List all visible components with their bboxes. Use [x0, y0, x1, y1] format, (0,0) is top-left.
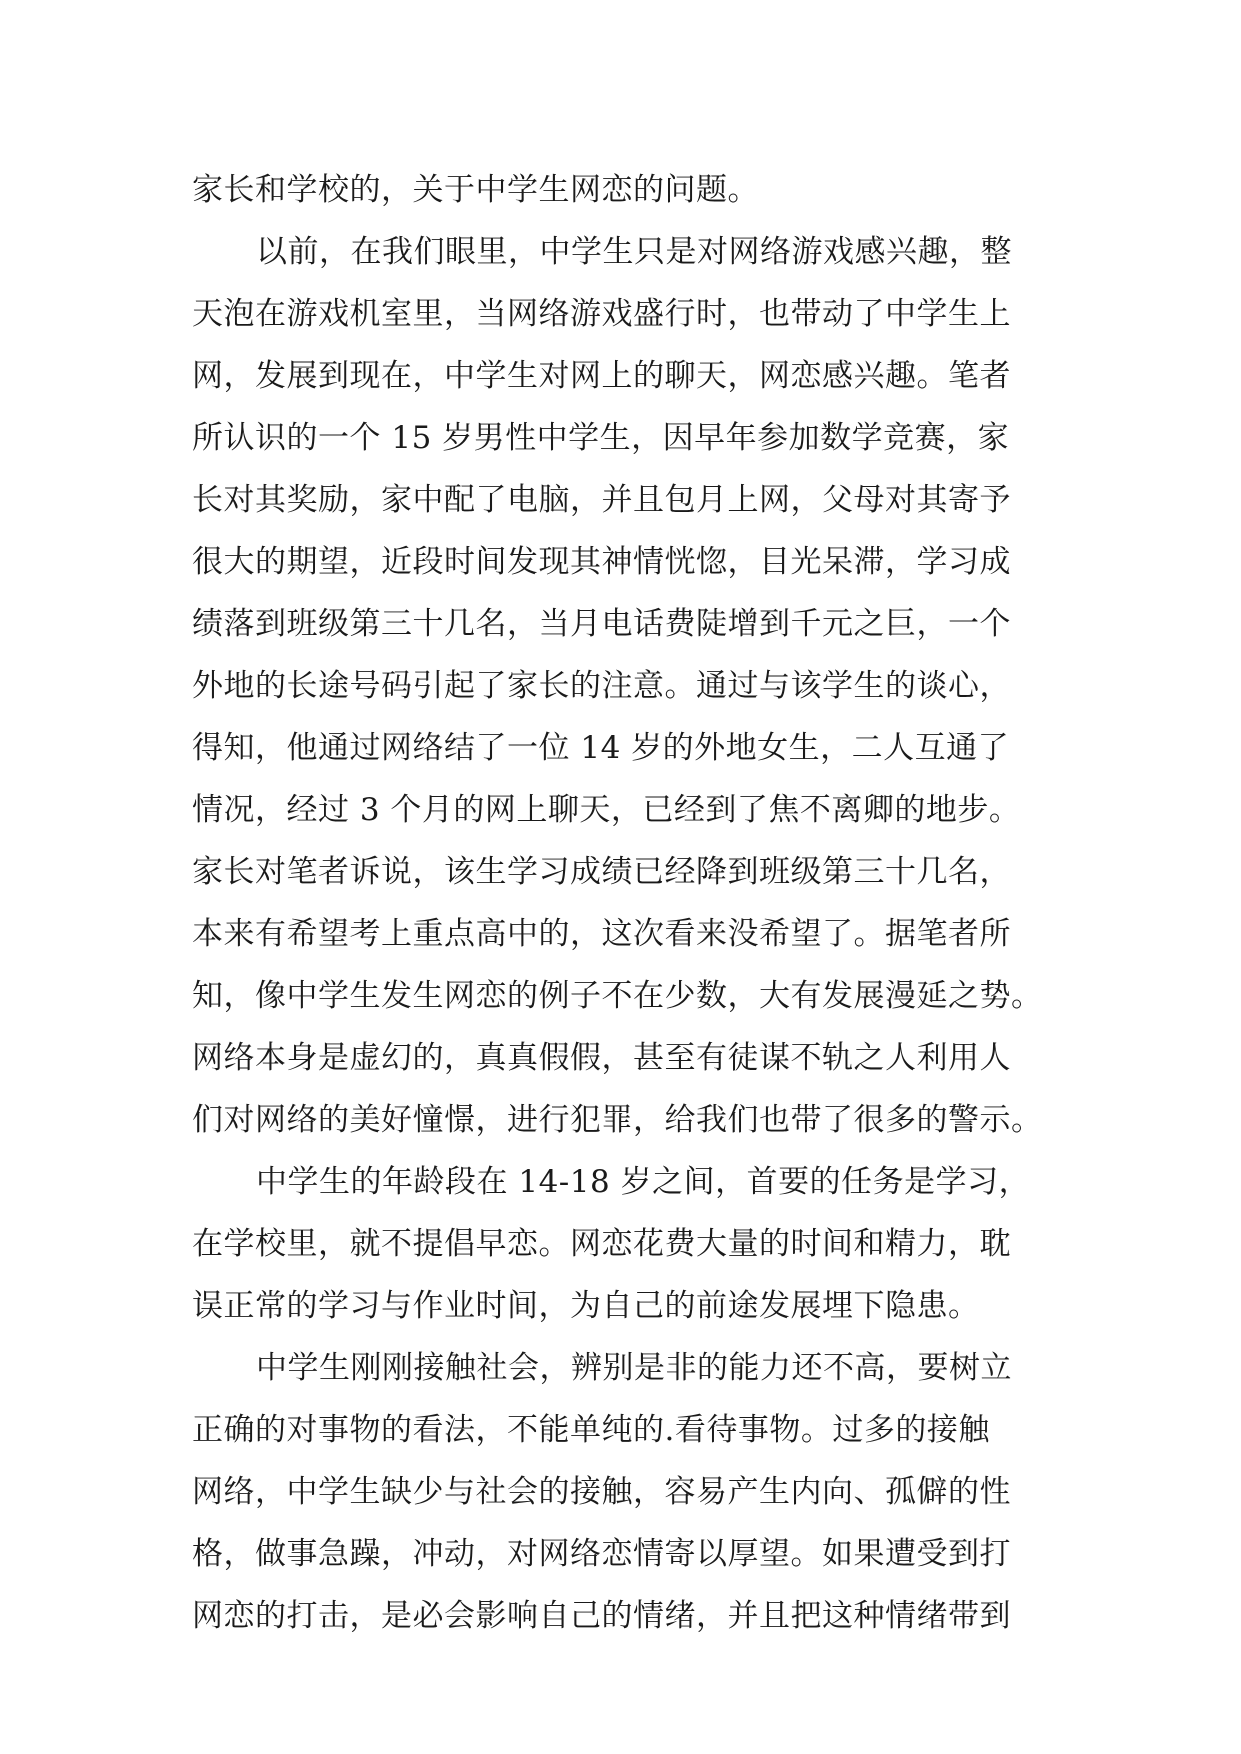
text-line: 很大的期望，近段时间发现其神情恍惚，目光呆滞，学习成 [192, 544, 1011, 580]
text-line: 在学校里，就不提倡早恋。网恋花费大量的时间和精力，耽 [192, 1226, 1011, 1262]
text-line: 外地的长途号码引起了家长的注意。通过与该学生的谈心， [192, 668, 1011, 704]
text-line: 以前，在我们眼里，中学生只是对网络游戏感兴趣，整 [256, 234, 1012, 270]
text-line: 情况，经过 3 个月的网上聊天，已经到了焦不离卿的地步。 [192, 792, 1021, 828]
text-line: 们对网络的美好憧憬，进行犯罪，给我们也带了很多的警示。 [192, 1102, 1043, 1138]
text-line: 长对其奖励，家中配了电脑，并且包月上网，父母对其寄予 [192, 482, 1011, 518]
text-line: 家长和学校的，关于中学生网恋的问题。 [192, 172, 759, 208]
text-line: 格，做事急躁，冲动，对网络恋情寄以厚望。如果遭受到打 [192, 1536, 1011, 1572]
text-line: 本来有希望考上重点高中的，这次看来没希望了。据笔者所 [192, 916, 1011, 952]
text-line: 家长对笔者诉说，该生学习成绩已经降到班级第三十几名， [192, 854, 1011, 890]
text-line: 误正常的学习与作业时间，为自己的前途发展埋下隐患。 [192, 1288, 980, 1324]
text-line: 正确的对事物的看法，不能单纯的.看待事物。过多的接触 [192, 1412, 990, 1448]
text-line: 所认识的一个 15 岁男性中学生，因早年参加数学竞赛，家 [192, 420, 1010, 456]
text-line: 网络本身是虚幻的，真真假假，甚至有徒谋不轨之人利用人 [192, 1040, 1011, 1076]
text-line: 网恋的打击，是必会影响自己的情绪，并且把这种情绪带到 [192, 1598, 1011, 1634]
text-line: 中学生刚刚接触社会，辨别是非的能力还不高，要树立 [256, 1350, 1012, 1386]
text-line: 知，像中学生发生网恋的例子不在少数，大有发展漫延之势。 [192, 978, 1043, 1014]
text-line: 绩落到班级第三十几名，当月电话费陡增到千元之巨，一个 [192, 606, 1011, 642]
text-line: 网，发展到现在，中学生对网上的聊天，网恋感兴趣。笔者 [192, 358, 1011, 394]
text-line: 天泡在游戏机室里，当网络游戏盛行时，也带动了中学生上 [192, 296, 1011, 332]
text-line: 得知，他通过网络结了一位 14 岁的外地女生，二人互通了 [192, 730, 1010, 766]
article-body [192, 159, 1052, 1647]
text-line: 中学生的年龄段在 14-18 岁之间，首要的任务是学习， [256, 1164, 1031, 1200]
text-line: 网络，中学生缺少与社会的接触，容易产生内向、孤僻的性 [192, 1474, 1011, 1510]
